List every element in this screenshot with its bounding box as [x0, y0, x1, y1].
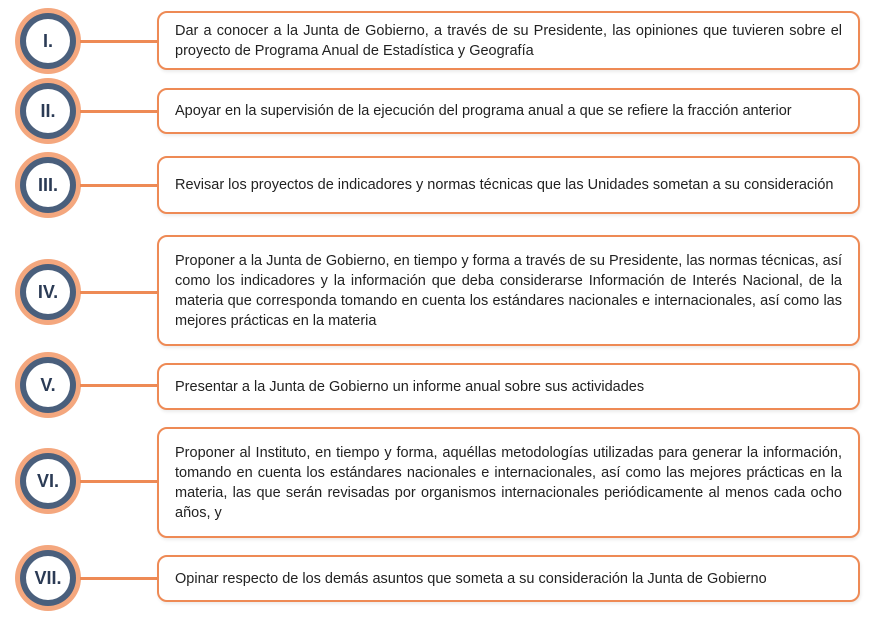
connector-line	[80, 110, 158, 113]
item-box-5	[157, 363, 860, 410]
item-box-6	[157, 427, 860, 538]
numeral-badge-5	[15, 352, 81, 418]
numeral-label: V.	[26, 363, 70, 407]
numeral-badge-4	[15, 259, 81, 325]
connector-line	[80, 577, 158, 580]
numeral-badge-2	[15, 78, 81, 144]
item-box-4	[157, 235, 860, 346]
connector-line	[80, 384, 158, 387]
item-text: Presentar a la Junta de Gobierno un informe anual sobre sus actividades	[175, 378, 645, 395]
numeral-label: VI.	[26, 459, 70, 503]
item-box-2	[157, 88, 860, 134]
numeral-label: III.	[26, 163, 70, 207]
item-text: Revisar los proyectos de indicadores y normas técnicas que las Unidades sometan a su consideración	[175, 177, 834, 193]
numeral-badge-6	[15, 448, 81, 514]
numeral-label: IV.	[26, 270, 70, 314]
item-text: Proponer al Instituto, en tiempo y forma, aquéllas metodologías utilizadas para generar la información, tomando en cuenta los estándares nacionales e internacionales, así como las mejores prácticas en la materia, las que serán revisadas por organismos internacionales periódicamente al menos cada ocho años, y	[175, 444, 842, 521]
item-box-7	[157, 555, 860, 602]
connector-line	[80, 40, 158, 43]
connector-line	[80, 480, 158, 483]
item-text: Dar a conocer a la Junta de Gobierno, a través de su Presidente, las opiniones que tuvieren sobre el proyecto de Programa Anual de Estadística y Geografía	[175, 22, 842, 59]
numeral-label: VII.	[26, 556, 70, 600]
numeral-badge-7	[15, 545, 81, 611]
item-text: Proponer a la Junta de Gobierno, en tiempo y forma a través de su Presidente, las normas técnicas, así como los indicadores y la información que deba considerarse Información de Interés Nacional, de la materia que corresponda tomando en cuenta los estándares nacionales e internacionales, así como las mejores prácticas en la materia	[175, 252, 842, 329]
item-text: Apoyar en la supervisión de la ejecución del programa anual a que se refiere la fracción anterior	[175, 103, 792, 119]
numeral-label: II.	[26, 89, 70, 133]
item-box-1	[157, 11, 860, 70]
connector-line	[80, 291, 158, 294]
numeral-label: I.	[26, 19, 70, 63]
item-text: Opinar respecto de los demás asuntos que someta a su consideración la Junta de Gobierno	[175, 570, 767, 587]
item-box-3	[157, 156, 860, 214]
connector-line	[80, 184, 158, 187]
numeral-badge-1	[15, 8, 81, 74]
numeral-badge-3	[15, 152, 81, 218]
